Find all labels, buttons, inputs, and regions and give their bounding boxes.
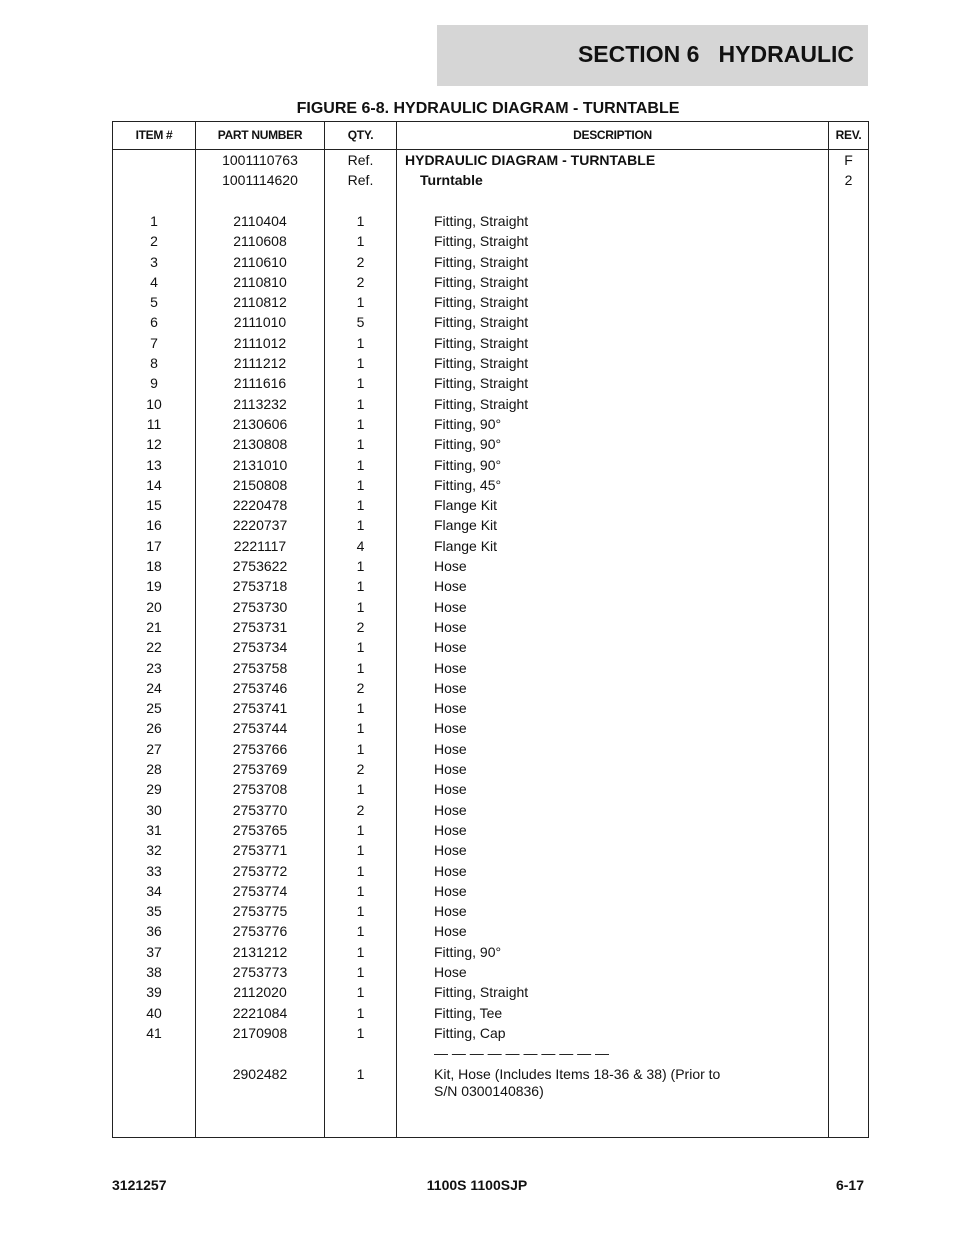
- item-number: 26: [146, 720, 162, 737]
- section-title: SECTION 6 HYDRAULIC: [577, 41, 854, 67]
- part-number: 1001114620: [222, 172, 298, 189]
- item-number: 28: [146, 761, 162, 777]
- description: Hose: [434, 923, 467, 940]
- quantity: 1: [356, 1065, 365, 1082]
- quantity: 1: [356, 355, 365, 371]
- part-number: 2112020: [233, 984, 287, 1001]
- table-row: [113, 252, 868, 272]
- description: Hose: [434, 842, 467, 859]
- item-number: 15: [146, 497, 162, 514]
- col-header-item: ITEM #: [135, 128, 173, 142]
- quantity: 1: [356, 415, 365, 432]
- item-number: 33: [146, 862, 162, 879]
- quantity: Ref.: [347, 152, 374, 168]
- table-row: [113, 312, 868, 332]
- table-row: [113, 353, 868, 373]
- quantity: 1: [356, 456, 365, 473]
- description: Flange Kit: [434, 517, 498, 534]
- quantity: 1: [356, 578, 365, 595]
- quantity: 1: [356, 943, 365, 960]
- table-row: [113, 739, 868, 759]
- table-row: [113, 150, 868, 170]
- part-number: 2130606: [232, 415, 288, 432]
- table-row: [113, 333, 868, 353]
- quantity: 1: [356, 1004, 365, 1021]
- item-number: 32: [146, 842, 162, 859]
- quantity: 1: [356, 233, 365, 250]
- table-row: [113, 1023, 868, 1043]
- description: Hose: [434, 740, 467, 757]
- item-number: 31: [146, 821, 162, 838]
- quantity: 1: [356, 842, 365, 859]
- table-row: [113, 455, 868, 475]
- item-number: 4: [150, 273, 158, 290]
- part-number: 2753776: [232, 923, 288, 940]
- quantity: 1: [356, 558, 365, 574]
- quantity: 1: [356, 740, 365, 757]
- table-row: [113, 170, 868, 190]
- quantity: 1: [356, 639, 365, 656]
- description: Flange Kit: [434, 537, 498, 554]
- part-number: 2753771: [232, 842, 288, 859]
- item-number: 16: [146, 517, 162, 534]
- description: Hose: [434, 801, 467, 818]
- part-number: 2753772: [232, 862, 288, 879]
- part-number: 2902482: [232, 1065, 288, 1082]
- footer-doc-number: 3121257: [112, 1177, 167, 1193]
- quantity: 1: [356, 984, 365, 1001]
- quantity: 1: [356, 334, 365, 351]
- description: Fitting, Straight: [434, 984, 529, 1001]
- part-number: 2753773: [232, 964, 288, 980]
- part-number: 2753708: [232, 781, 288, 798]
- col-header-rev: REV.: [835, 128, 862, 142]
- part-number: 2753775: [232, 903, 288, 920]
- description: Hose: [434, 639, 467, 656]
- part-number: 2111616: [233, 375, 287, 392]
- table-row: [113, 211, 868, 231]
- quantity: 2: [356, 253, 365, 270]
- part-number: 2753765: [232, 821, 288, 838]
- part-number: 2110610: [233, 253, 287, 270]
- description: Turntable: [420, 172, 483, 189]
- quantity: 1: [356, 659, 365, 676]
- item-number: 10: [146, 395, 162, 412]
- description: Hose: [434, 862, 467, 879]
- description: Fitting, Straight: [434, 294, 529, 311]
- description: Hose: [434, 679, 467, 696]
- part-number: 2220478: [232, 497, 288, 514]
- table-row: [113, 1003, 868, 1023]
- table-row: [113, 658, 868, 678]
- description: Fitting, Straight: [434, 375, 529, 392]
- table-row: [113, 901, 868, 921]
- description: Fitting, Straight: [434, 273, 529, 290]
- table-row: [113, 962, 868, 982]
- description: Hose: [434, 598, 467, 615]
- table-row: [113, 292, 868, 312]
- table-row: [113, 637, 868, 657]
- table-row: [113, 272, 868, 292]
- quantity: 1: [356, 781, 365, 798]
- description: Hose: [434, 964, 467, 980]
- part-number: 2753758: [232, 659, 288, 676]
- item-number: 40: [146, 1004, 162, 1021]
- part-number: 2753774: [232, 882, 288, 899]
- description: Fitting, 45°: [434, 476, 502, 493]
- description: Flange Kit: [434, 497, 498, 514]
- quantity: 1: [356, 964, 365, 980]
- part-number: 2170908: [232, 1024, 288, 1041]
- description: Fitting, Straight: [434, 253, 529, 270]
- item-number: 17: [146, 537, 162, 554]
- description: Hose: [434, 821, 467, 838]
- part-number: 2110812: [233, 294, 287, 311]
- item-number: 8: [150, 355, 158, 371]
- description: Hose: [434, 659, 467, 676]
- part-number: 2753622: [232, 558, 288, 574]
- quantity: 1: [356, 862, 365, 879]
- quantity: 2: [356, 273, 365, 290]
- item-number: 12: [146, 436, 162, 453]
- part-number: 2753718: [232, 578, 288, 595]
- table-row: [113, 942, 868, 962]
- quantity: 1: [356, 1024, 365, 1041]
- revision: 2: [844, 172, 853, 189]
- revision: F: [844, 152, 853, 168]
- part-number: 2131212: [232, 943, 288, 960]
- part-number: 2753744: [232, 720, 288, 737]
- col-header-part-number: PART NUMBER: [217, 128, 303, 142]
- description: Fitting, 90°: [434, 943, 502, 960]
- table-row: [113, 921, 868, 941]
- part-number: 2753766: [232, 740, 288, 757]
- table-row: [113, 231, 868, 251]
- table-row: [113, 861, 868, 881]
- table-row: [113, 414, 868, 434]
- item-number: 2: [150, 233, 158, 250]
- description: Fitting, 90°: [434, 436, 502, 453]
- quantity: 1: [356, 476, 365, 493]
- item-number: 34: [146, 882, 162, 899]
- description: Fitting, Straight: [434, 212, 529, 229]
- figure-title: FIGURE 6-8. HYDRAULIC DIAGRAM - TURNTABLE: [296, 100, 680, 117]
- table-row: [113, 759, 868, 779]
- quantity: 1: [356, 923, 365, 940]
- quantity: 1: [356, 882, 365, 899]
- quantity: 1: [356, 720, 365, 737]
- table-row: [113, 191, 868, 211]
- item-number: 41: [146, 1024, 162, 1041]
- quantity: 2: [356, 801, 365, 818]
- quantity: 2: [356, 761, 365, 777]
- description: Fitting, Straight: [434, 395, 529, 412]
- item-number: 37: [146, 943, 162, 960]
- table-row: [113, 515, 868, 535]
- table-row: [113, 536, 868, 556]
- table-row: [113, 434, 868, 454]
- description: Hose: [434, 558, 467, 574]
- description: Fitting, Cap: [434, 1024, 506, 1041]
- quantity: 4: [356, 537, 365, 554]
- description: HYDRAULIC DIAGRAM - TURNTABLE: [405, 152, 656, 168]
- table-row: [113, 617, 868, 637]
- part-number: 2110404: [233, 212, 287, 229]
- table-row: [113, 779, 868, 799]
- description: Fitting, Straight: [434, 355, 529, 371]
- table-row: [113, 718, 868, 738]
- item-number: 27: [146, 740, 162, 757]
- description: Hose: [434, 781, 467, 798]
- col-header-qty: QTY.: [347, 128, 374, 142]
- item-number: 25: [146, 700, 162, 717]
- table-row: [113, 678, 868, 698]
- item-number: 18: [146, 558, 162, 574]
- part-number: 2111012: [233, 334, 287, 351]
- item-number: 36: [146, 923, 162, 940]
- part-number: 2753734: [232, 639, 288, 656]
- item-number: 29: [146, 781, 162, 798]
- part-number: 2131010: [232, 456, 288, 473]
- item-number: 19: [146, 578, 162, 595]
- table-row: [113, 820, 868, 840]
- quantity: 1: [356, 903, 365, 920]
- part-number: 1001110763: [222, 152, 298, 168]
- description: Fitting, Straight: [434, 314, 529, 331]
- footer-model: 1100S 1100SJP: [426, 1177, 528, 1193]
- table-row: [113, 800, 868, 820]
- description: Fitting, Straight: [434, 233, 529, 250]
- item-number: 7: [150, 334, 158, 351]
- table-row: [113, 597, 868, 617]
- table-row: [113, 495, 868, 515]
- item-number: 3: [150, 253, 158, 270]
- description: Kit, Hose (Includes Items 18-36 & 38) (Prior to S/N 0300140836): [434, 1065, 721, 1099]
- item-number: 5: [150, 294, 158, 311]
- description: Hose: [434, 720, 467, 737]
- part-number: 2110608: [233, 233, 287, 250]
- quantity: 1: [356, 700, 365, 717]
- description: — — — — — — — — — —: [434, 1045, 610, 1062]
- item-number: 20: [146, 598, 162, 615]
- table-row: [113, 982, 868, 1002]
- part-number: 2110810: [233, 273, 287, 290]
- part-number: 2221117: [233, 537, 287, 554]
- part-number: 2111010: [233, 314, 287, 331]
- item-number: 35: [146, 903, 162, 920]
- part-number: 2113232: [233, 395, 287, 412]
- description: Hose: [434, 761, 467, 777]
- description: Hose: [434, 578, 467, 595]
- part-number: 2753769: [232, 761, 288, 777]
- section-header-box: [437, 25, 868, 86]
- part-number: 2753730: [232, 598, 288, 615]
- description: Hose: [434, 618, 467, 635]
- description: Fitting, Straight: [434, 334, 529, 351]
- part-number: 2221084: [232, 1004, 288, 1021]
- item-number: 38: [146, 964, 162, 980]
- item-number: 39: [146, 984, 162, 1001]
- footer-page-number: 6-17: [835, 1177, 864, 1193]
- quantity: 1: [356, 436, 365, 453]
- quantity: Ref.: [347, 172, 374, 189]
- table-row: [113, 840, 868, 860]
- quantity: 1: [356, 497, 365, 514]
- table-row: [113, 881, 868, 901]
- quantity: 1: [356, 212, 365, 229]
- col-header-description: DESCRIPTION: [573, 128, 652, 142]
- part-number: 2753731: [232, 618, 288, 635]
- part-number: 2111212: [233, 355, 287, 371]
- table-row: [113, 1064, 868, 1099]
- quantity: 5: [356, 314, 365, 331]
- part-number: 2220737: [232, 517, 288, 534]
- item-number: 30: [146, 801, 162, 818]
- item-number: 24: [146, 679, 162, 696]
- table-row: [113, 475, 868, 495]
- item-number: 14: [146, 476, 162, 493]
- part-number: 2753746: [232, 679, 288, 696]
- item-number: 22: [146, 639, 162, 656]
- item-number: 21: [146, 618, 162, 635]
- quantity: 1: [356, 395, 365, 412]
- table-row: [113, 556, 868, 576]
- part-number: 2753741: [232, 700, 288, 717]
- quantity: 1: [356, 517, 365, 534]
- table-row: [113, 373, 868, 393]
- part-number: 2130808: [232, 436, 288, 453]
- description: Hose: [434, 700, 467, 717]
- description: Hose: [434, 882, 467, 899]
- table-row: [113, 576, 868, 596]
- description: Fitting, 90°: [434, 415, 502, 432]
- description: Hose: [434, 903, 467, 920]
- item-number: 13: [146, 456, 162, 473]
- quantity: 1: [356, 598, 365, 615]
- quantity: 1: [356, 821, 365, 838]
- item-number: 11: [146, 415, 162, 432]
- table-row: [113, 698, 868, 718]
- item-number: 1: [150, 212, 158, 229]
- item-number: 23: [146, 659, 162, 676]
- part-number: 2753770: [232, 801, 288, 818]
- quantity: 1: [356, 375, 365, 392]
- quantity: 1: [356, 294, 365, 311]
- quantity: 2: [356, 618, 365, 635]
- part-number: 2150808: [232, 476, 288, 493]
- item-number: 6: [150, 314, 158, 331]
- description: Fitting, Tee: [434, 1004, 503, 1021]
- table-row: [113, 394, 868, 414]
- parts-table: [112, 121, 869, 1138]
- description: Fitting, 90°: [434, 456, 502, 473]
- table-row: [113, 1043, 868, 1063]
- item-number: 9: [150, 375, 158, 392]
- quantity: 2: [356, 679, 365, 696]
